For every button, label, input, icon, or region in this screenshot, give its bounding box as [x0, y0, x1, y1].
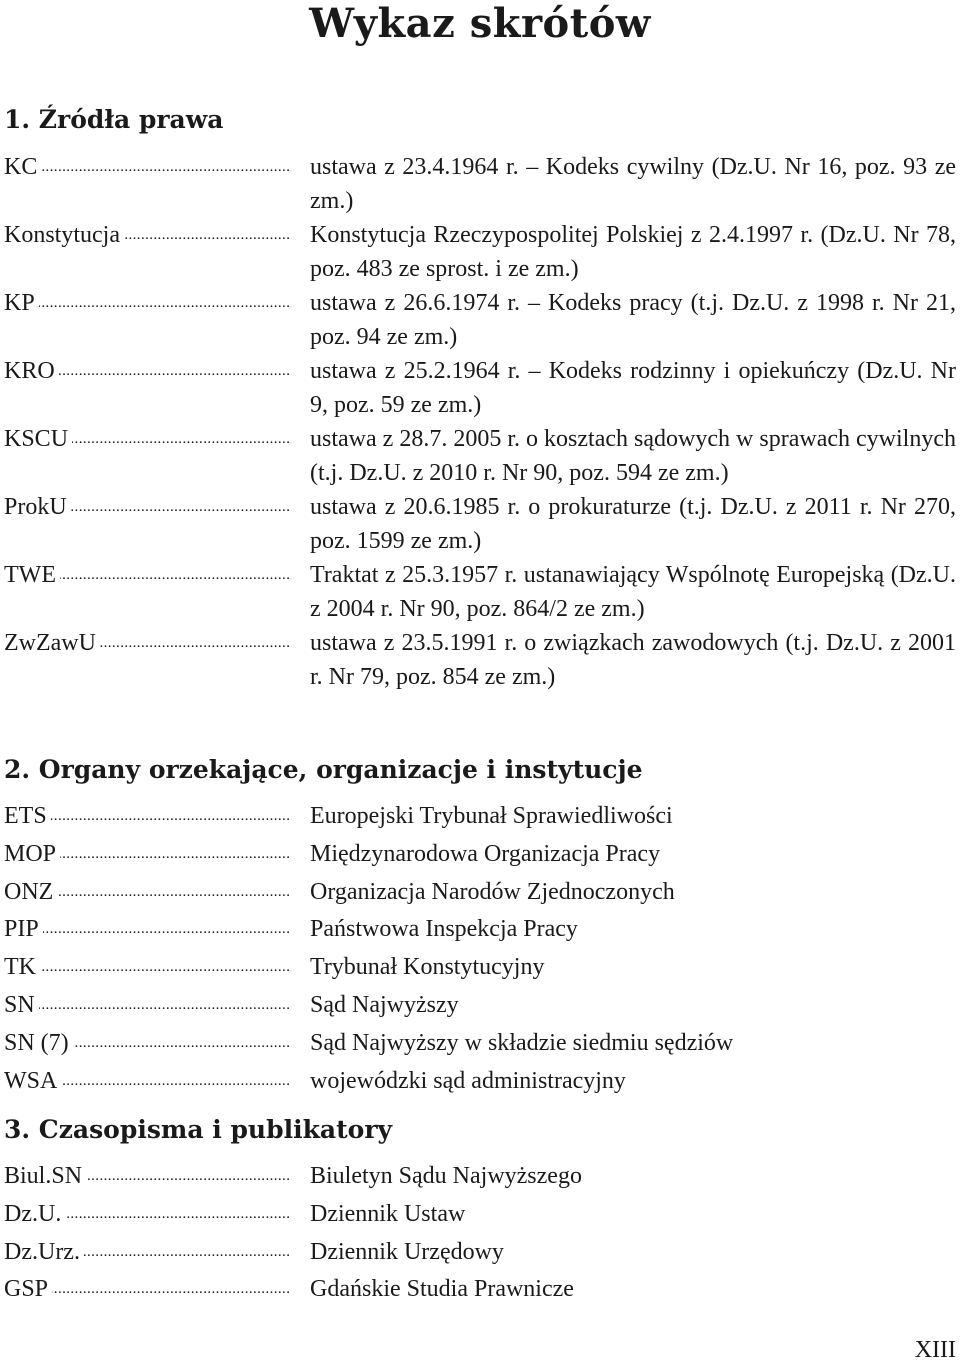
entry-twe [4, 558, 956, 626]
entry-definition: Państwowa Inspekcja Pracy [310, 916, 578, 943]
entry-definition: Organizacja Narodów Zjednoczonych [310, 878, 675, 905]
entry-abbreviation: KP ..... [4, 286, 290, 320]
entry-ets [4, 798, 956, 836]
entries-institutions [4, 798, 956, 1100]
entry-definition: Traktat z 25.3.1957 r. ustanawiający Wspólnotę Europejską (Dz.U. z 2004 r. Nr 90, poz. 864/2 ze zm.) [310, 562, 956, 622]
entry-definition: Międzynarodowa Organizacja Pracy [310, 840, 661, 867]
entry-abbreviation: ETS ..... [4, 798, 290, 836]
entry-abbreviation: MOP ..... [4, 836, 290, 874]
entry-definition: wojewódzki sąd administracyjny [310, 1067, 626, 1094]
entry-mop [4, 836, 956, 874]
entry-definition: Konstytucja Rzeczypospolitej Polskiej z 2.4.1997 r. (Dz.U. Nr 78, poz. 483 ze sprost. i ze zm.) [310, 222, 956, 282]
entry-abbreviation: WSA ..... [4, 1063, 290, 1101]
entry-definition: ustawa z 20.6.1985 r. o prokuraturze (t.j. Dz.U. z 2011 r. Nr 270, poz. 1599 ze zm.) [310, 494, 956, 554]
entry-definition: ustawa z 28.7. 2005 r. o kosztach sądowych w sprawach cywilnych (t.j. Dz.U. z 2010 r. Nr 90, poz. 594 ze zm.) [310, 426, 956, 486]
entry-abbreviation: Dz.Urz. ..... [4, 1234, 290, 1272]
entry-abbreviation: KRO ..... [4, 354, 290, 388]
entry-definition: Sąd Najwyższy w składzie siedmiu sędziów [310, 1029, 734, 1056]
entry-kro [4, 354, 956, 422]
entry-definition: Dziennik Urzędowy [310, 1238, 504, 1265]
entry-definition: Gdańskie Studia Prawnicze [310, 1276, 574, 1303]
entry-kc [4, 150, 956, 218]
section-heading-periodicals: 3. Czasopisma i publikatory [4, 1115, 393, 1144]
entry-abbreviation: Dz.U. ..... [4, 1196, 290, 1234]
entries-periodicals [4, 1158, 956, 1309]
entry-definition: Biuletyn Sądu Najwyższego [310, 1163, 582, 1189]
entry-wsa [4, 1063, 956, 1101]
section-heading-sources-of-law: 1. Źródła prawa [4, 105, 224, 134]
entry-sn-7 [4, 1025, 956, 1063]
entry-abbreviation: Biul.SN ..... [4, 1158, 290, 1196]
entry-biul-sn [4, 1158, 956, 1196]
entry-abbreviation: KSCU ..... [4, 422, 290, 456]
entry-pip [4, 911, 956, 949]
entry-abbreviation: SN ..... [4, 987, 290, 1025]
entry-definition: ustawa z 23.4.1964 r. – Kodeks cywilny (Dz.U. Nr 16, poz. 93 ze zm.) [310, 154, 956, 214]
entries-sources-of-law [4, 150, 956, 694]
entry-abbreviation: ONZ ..... [4, 874, 290, 912]
page-title: Wykaz skrótów [309, 0, 651, 47]
entry-abbreviation: KC ..... [4, 150, 290, 184]
entry-abbreviation: SN (7) ..... [4, 1025, 290, 1063]
section-heading-institutions: 2. Organy orzekające, organizacje i instytucje [4, 755, 643, 784]
entry-kscu [4, 422, 956, 490]
entry-zwzawu [4, 626, 956, 694]
entry-kp [4, 286, 956, 354]
entry-definition: Europejski Trybunał Sprawiedliwości [310, 803, 673, 829]
entry-abbreviation: TWE ..... [4, 558, 290, 592]
entry-gsp [4, 1271, 956, 1309]
entry-dz-u [4, 1196, 956, 1234]
entry-definition: Dziennik Ustaw [310, 1200, 466, 1227]
entry-definition: Trybunał Konstytucyjny [310, 954, 545, 981]
entry-abbreviation: ProkU ..... [4, 490, 290, 524]
entry-abbreviation: ZwZawU ..... [4, 626, 290, 660]
entry-abbreviation: GSP ..... [4, 1271, 290, 1309]
entry-abbreviation: PIP ..... [4, 911, 290, 949]
entry-definition: ustawa z 25.2.1964 r. – Kodeks rodzinny i opiekuńczy (Dz.U. Nr 9, poz. 59 ze zm.) [310, 358, 956, 418]
page-number: XIII [914, 1337, 956, 1363]
entry-definition: ustawa z 23.5.1991 r. o związkach zawodowych (t.j. Dz.U. z 2001 r. Nr 79, poz. 854 ze zm.) [310, 630, 956, 690]
entry-proku [4, 490, 956, 558]
entry-tk [4, 949, 956, 987]
entry-abbreviation: TK ..... [4, 949, 290, 987]
entry-sn [4, 987, 956, 1025]
entry-definition: Sąd Najwyższy [310, 991, 459, 1018]
entry-definition: ustawa z 26.6.1974 r. – Kodeks pracy (t.j. Dz.U. z 1998 r. Nr 21, poz. 94 ze zm.) [310, 290, 956, 350]
entry-abbreviation: Konstytucja ..... [4, 218, 290, 252]
entry-onz [4, 874, 956, 912]
entry-konstytucja [4, 218, 956, 286]
entry-dz-urz [4, 1234, 956, 1272]
